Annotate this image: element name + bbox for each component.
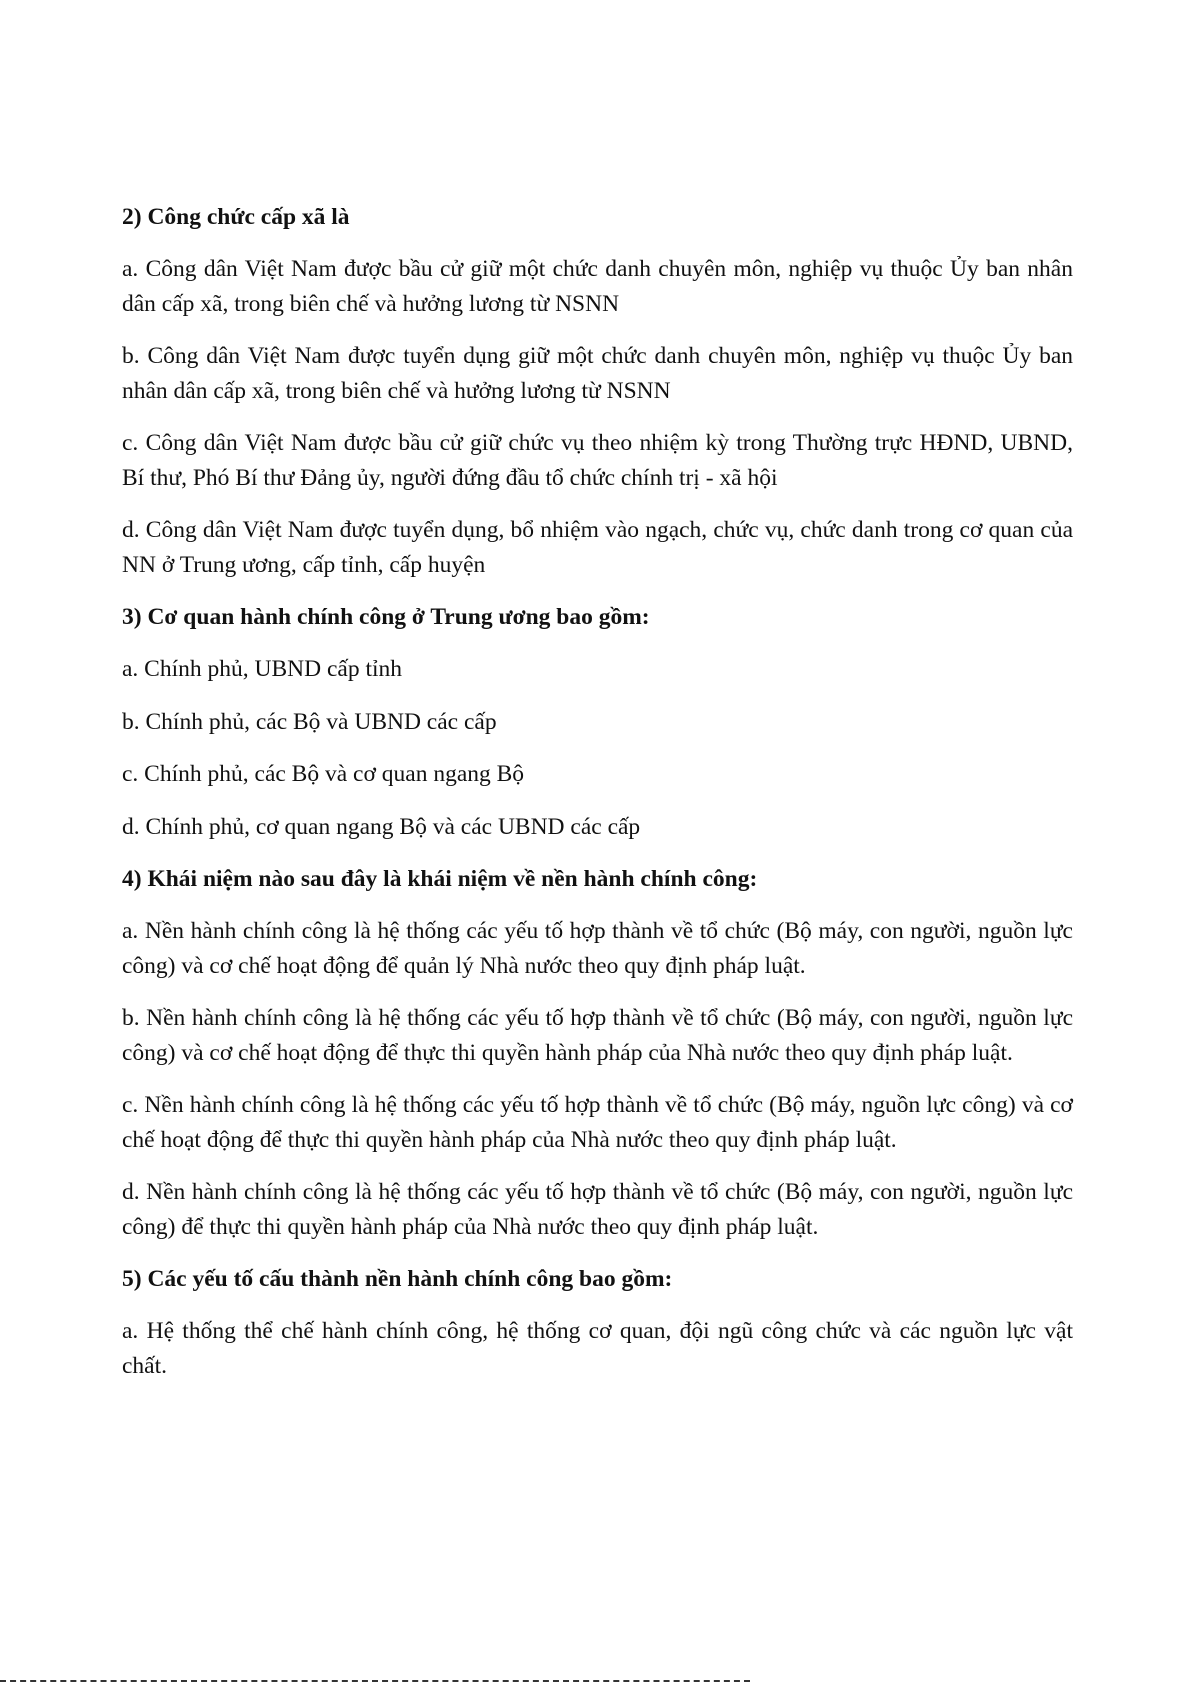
question-4 <box>122 862 1073 1244</box>
document-content <box>122 200 1073 1401</box>
option-b: b. Chính phủ, các Bộ và UBND các cấp <box>122 708 497 735</box>
option-a: a. Nền hành chính công là hệ thống các yếu tố hợp thành về tổ chức (Bộ máy, con người, nguồn lực công) và cơ chế hoạt động để quản lý Nhà nước theo quy định pháp luật. <box>122 918 1073 979</box>
question-title: 5) Các yếu tố cấu thành nền hành chính công bao gồm: <box>122 1266 673 1292</box>
option-a: a. Hệ thống thể chế hành chính công, hệ thống cơ quan, đội ngũ công chức và các nguồn lực vật chất. <box>122 1318 1073 1379</box>
question-2 <box>122 200 1073 582</box>
option-a: a. Công dân Việt Nam được bầu cử giữ một chức danh chuyên môn, nghiệp vụ thuộc Ủy ban nhân dân cấp xã, trong biên chế và hưởng lương từ NSNN <box>122 256 1073 317</box>
option-b: b. Công dân Việt Nam được tuyển dụng giữ một chức danh chuyên môn, nghiệp vụ thuộc Ủy ban nhân dân cấp xã, trong biên chế và hưởng lương từ NSNN <box>122 343 1073 404</box>
question-title: 4) Khái niệm nào sau đây là khái niệm về nền hành chính công: <box>122 866 758 892</box>
option-d: d. Chính phủ, cơ quan ngang Bộ và các UBND các cấp <box>122 813 641 840</box>
option-d: d. Công dân Việt Nam được tuyển dụng, bổ nhiệm vào ngạch, chức vụ, chức danh trong cơ quan của NN ở Trung ương, cấp tỉnh, cấp huyện <box>122 517 1073 578</box>
option-d: d. Nền hành chính công là hệ thống các yếu tố hợp thành về tổ chức (Bộ máy, con người, nguồn lực công) để thực thi quyền hành pháp của Nhà nước theo quy định pháp luật. <box>122 1179 1073 1240</box>
footer-divider <box>0 1680 750 1682</box>
option-c: c. Nền hành chính công là hệ thống các yếu tố hợp thành về tổ chức (Bộ máy, nguồn lực công) và cơ chế hoạt động để thực thi quyền hành pháp của Nhà nước theo quy định pháp luật. <box>122 1092 1073 1153</box>
option-a: a. Chính phủ, UBND cấp tỉnh <box>122 656 403 682</box>
question-3 <box>122 600 1073 844</box>
option-b: b. Nền hành chính công là hệ thống các yếu tố hợp thành về tổ chức (Bộ máy, con người, nguồn lực công) và cơ chế hoạt động để thực thi quyền hành pháp của Nhà nước theo quy định pháp luật. <box>122 1005 1073 1066</box>
option-c: c. Công dân Việt Nam được bầu cử giữ chức vụ theo nhiệm kỳ trong Thường trực HĐND, UBND, Bí thư, Phó Bí thư Đảng ủy, người đứng đầu tổ chức chính trị - xã hội <box>122 430 1073 491</box>
question-5 <box>122 1262 1073 1383</box>
option-c: c. Chính phủ, các Bộ và cơ quan ngang Bộ <box>122 761 525 787</box>
question-title: 3) Cơ quan hành chính công ở Trung ương bao gồm: <box>122 604 650 630</box>
question-title: 2) Công chức cấp xã là <box>122 204 350 230</box>
